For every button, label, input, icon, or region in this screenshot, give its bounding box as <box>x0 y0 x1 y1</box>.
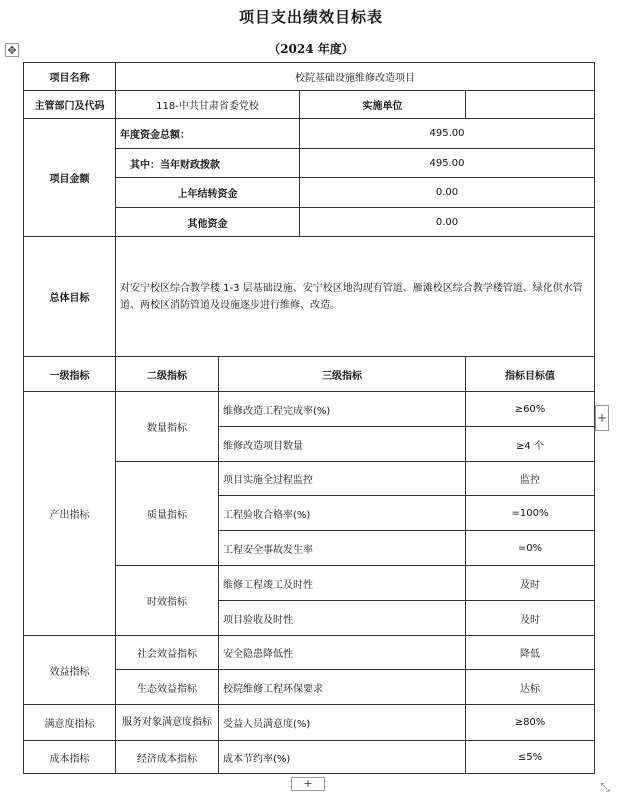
indicator-row <box>24 636 595 670</box>
dept-value[interactable]: 118-中共甘肃省委党校 <box>116 91 300 119</box>
level3-cell[interactable]: 工程验收合格率(%) <box>219 496 466 531</box>
impl-value[interactable] <box>466 91 595 119</box>
project-name-row <box>24 63 595 91</box>
level2-cell: 经济成本指标 <box>116 741 219 774</box>
fund-value[interactable]: 495.00 <box>300 119 595 149</box>
level3-cell[interactable]: 项目验收及时性 <box>219 601 466 636</box>
target-cell[interactable]: =0% <box>466 531 595 566</box>
indicator-row <box>24 392 595 427</box>
target-cell[interactable]: 监控 <box>466 462 595 496</box>
level2-cell: 社会效益指标 <box>116 636 219 670</box>
table-move-icon[interactable]: ✥ <box>5 43 19 57</box>
add-column-icon[interactable]: + <box>595 405 609 431</box>
table-resize-icon[interactable]: ⤡ <box>600 780 610 794</box>
header-target: 指标目标值 <box>466 357 595 392</box>
performance-table <box>23 62 595 774</box>
header-level3: 三级指标 <box>219 357 466 392</box>
page-title: 项目支出绩效目标表 <box>238 8 383 26</box>
target-cell[interactable]: 及时 <box>466 601 595 636</box>
level1-cell: 成本指标 <box>24 741 116 774</box>
indicator-row <box>24 705 595 741</box>
level3-cell[interactable]: 受益人员满意度(%) <box>219 705 466 741</box>
project-name-value[interactable]: 校院基础设施维修改造项目 <box>116 63 595 91</box>
add-row-icon[interactable]: + <box>291 777 325 791</box>
level2-cell: 生态效益指标 <box>116 670 219 705</box>
level3-cell[interactable]: 维修改造工程完成率(%) <box>219 392 466 427</box>
header-level2: 二级指标 <box>116 357 219 392</box>
level2-cell: 服务对象满意度指标 <box>116 705 219 741</box>
level1-cell: 满意度指标 <box>24 705 116 741</box>
goal-text[interactable]: 对安宁校区综合教学楼 1-3 层基础设施、安宁校区地沟现有管道、雁滩校区综合教学楼管道、绿化供水管道、两校区消防管道及设施逐步进行维修、改造。 <box>116 237 595 357</box>
goal-label: 总体目标 <box>24 237 116 357</box>
target-cell[interactable]: 达标 <box>466 670 595 705</box>
level3-cell[interactable]: 项目实施全过程监控 <box>219 462 466 496</box>
indicator-header-row <box>24 357 595 392</box>
target-cell[interactable]: ≥80% <box>466 705 595 741</box>
level1-cell: 产出指标 <box>24 392 116 636</box>
fund-label: 年度资金总额： <box>116 119 300 149</box>
level2-cell: 数量指标 <box>116 392 219 462</box>
target-cell[interactable]: ≤5% <box>466 741 595 774</box>
goal-row <box>24 237 595 357</box>
level2-cell: 质量指标 <box>116 462 219 566</box>
level3-cell[interactable]: 安全隐患降低性 <box>219 636 466 670</box>
level3-cell[interactable]: 成本节约率(%) <box>219 741 466 774</box>
level3-cell[interactable]: 工程安全事故发生率 <box>219 531 466 566</box>
level2-cell: 时效指标 <box>116 566 219 636</box>
level1-cell: 效益指标 <box>24 636 116 705</box>
fund-label: 其他资金 <box>116 208 300 237</box>
funds-label: 项目金额 <box>24 119 116 237</box>
fund-label: 上年结转资金 <box>116 178 300 208</box>
impl-label: 实施单位 <box>300 91 466 119</box>
year-subtitle: （2024 年度） <box>268 42 354 56</box>
target-cell[interactable]: 降低 <box>466 636 595 670</box>
fund-value[interactable]: 0.00 <box>300 208 595 237</box>
dept-label: 主管部门及代码 <box>24 91 116 119</box>
level3-cell[interactable]: 维修改造项目数量 <box>219 427 466 462</box>
target-cell[interactable]: ≥4 个 <box>466 427 595 462</box>
target-cell[interactable]: 及时 <box>466 566 595 601</box>
fund-value[interactable]: 0.00 <box>300 178 595 208</box>
indicator-row <box>24 741 595 774</box>
project-name-label: 项目名称 <box>24 63 116 91</box>
level3-cell[interactable]: 校院维修工程环保要求 <box>219 670 466 705</box>
target-cell[interactable]: =100% <box>466 496 595 531</box>
header-level1: 一级指标 <box>24 357 116 392</box>
target-cell[interactable]: ≥60% <box>466 392 595 427</box>
level3-cell[interactable]: 维修工程竣工及时性 <box>219 566 466 601</box>
fund-value[interactable]: 495.00 <box>300 149 595 178</box>
dept-row <box>24 91 595 119</box>
fund-label: 其中：当年财政拨款 <box>116 149 300 178</box>
funds-row-1 <box>24 119 595 149</box>
